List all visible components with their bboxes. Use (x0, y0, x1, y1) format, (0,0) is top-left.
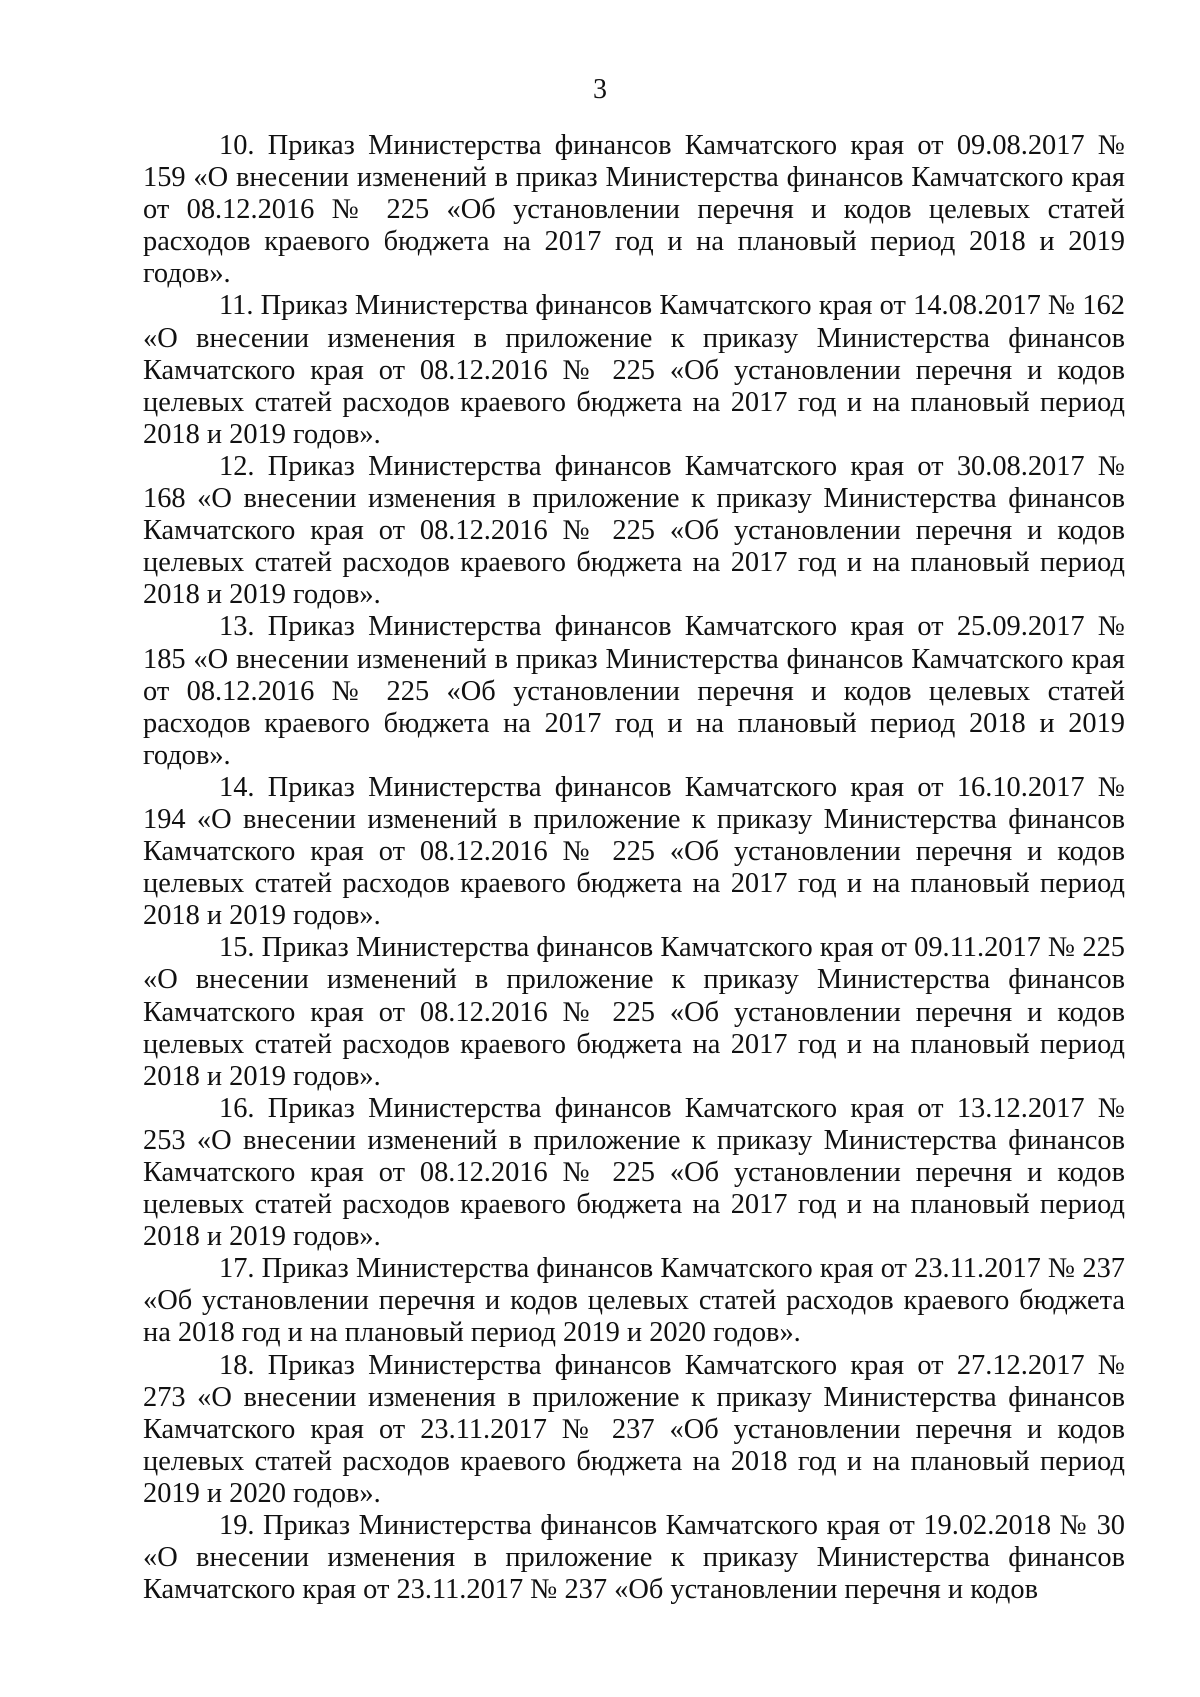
page-number: 3 (593, 74, 607, 105)
list-item-19: 19. Приказ Министерства финансов Камчатского края от 19.02.2018 № 30 «О внесении изменения в приложение к приказу Министерства финансов Камчатского края от 23.11.2017 № 237 «Об установлении перечня и кодов (143, 1510, 1125, 1606)
list-item-15: 15. Приказ Министерства финансов Камчатского края от 09.11.2017 № 225 «О внесении изменений в приложение к приказу Министерства финансов Камчатского края от 08.12.2016 № 225 «Об установлении перечня и кодов целевых статей расходов краевого бюджета на 2017 год и на плановый период 2018 и 2019 годов». (143, 932, 1125, 1092)
list-item-18: 18. Приказ Министерства финансов Камчатского края от 27.12.2017 № 273 «О внесении изменения в приложение к приказу Министерства финансов Камчатского края от 23.11.2017 № 237 «Об установлении перечня и кодов целевых статей расходов краевого бюджета на 2018 год и на плановый период 2019 и 2020 годов». (143, 1349, 1125, 1509)
list-item-12: 12. Приказ Министерства финансов Камчатского края от 30.08.2017 № 168 «О внесении изменения в приложение к приказу Министерства финансов Камчатского края от 08.12.2016 № 225 «Об установлении перечня и кодов целевых статей расходов краевого бюджета на 2017 год и на плановый период 2018 и 2019 годов». (143, 450, 1125, 611)
list-item-13: 13. Приказ Министерства финансов Камчатского края от 25.09.2017 № 185 «О внесении изменений в приказ Министерства финансов Камчатского края от 08.12.2016 № 225 «Об установлении перечня и кодов целевых статей расходов краевого бюджета на 2017 год и на плановый период 2018 и 2019 годов». (143, 611, 1125, 771)
list-item-17: 17. Приказ Министерства финансов Камчатского края от 23.11.2017 № 237 «Об установлении перечня и кодов целевых статей расходов краевого бюджета на 2018 год и на плановый период 2019 и 2020 годов». (143, 1253, 1125, 1349)
list-item-10: 10. Приказ Министерства финансов Камчатского края от 09.08.2017 № 159 «О внесении изменений в приказ Министерства финансов Камчатского края от 08.12.2016 № 225 «Об установлении перечня и кодов целевых статей расходов краевого бюджета на 2017 год и на плановый период 2018 и 2019 годов». (143, 130, 1125, 290)
list-item-11: 11. Приказ Министерства финансов Камчатского края от 14.08.2017 № 162 «О внесении изменения в приложение к приказу Министерства финансов Камчатского края от 08.12.2016 № 225 «Об установлении перечня и кодов целевых статей расходов краевого бюджета на 2017 год и на плановый период 2018 и 2019 годов». (143, 290, 1125, 450)
document-body (143, 130, 1125, 1606)
list-item-16: 16. Приказ Министерства финансов Камчатского края от 13.12.2017 № 253 «О внесении изменений в приложение к приказу Министерства финансов Камчатского края от 08.12.2016 № 225 «Об установлении перечня и кодов целевых статей расходов краевого бюджета на 2017 год и на плановый период 2018 и 2019 годов». (143, 1092, 1125, 1253)
list-item-14: 14. Приказ Министерства финансов Камчатского края от 16.10.2017 № 194 «О внесении изменений в приложение к приказу Министерства финансов Камчатского края от 08.12.2016 № 225 «Об установлении перечня и кодов целевых статей расходов краевого бюджета на 2017 год и на плановый период 2018 и 2019 годов». (143, 771, 1125, 932)
